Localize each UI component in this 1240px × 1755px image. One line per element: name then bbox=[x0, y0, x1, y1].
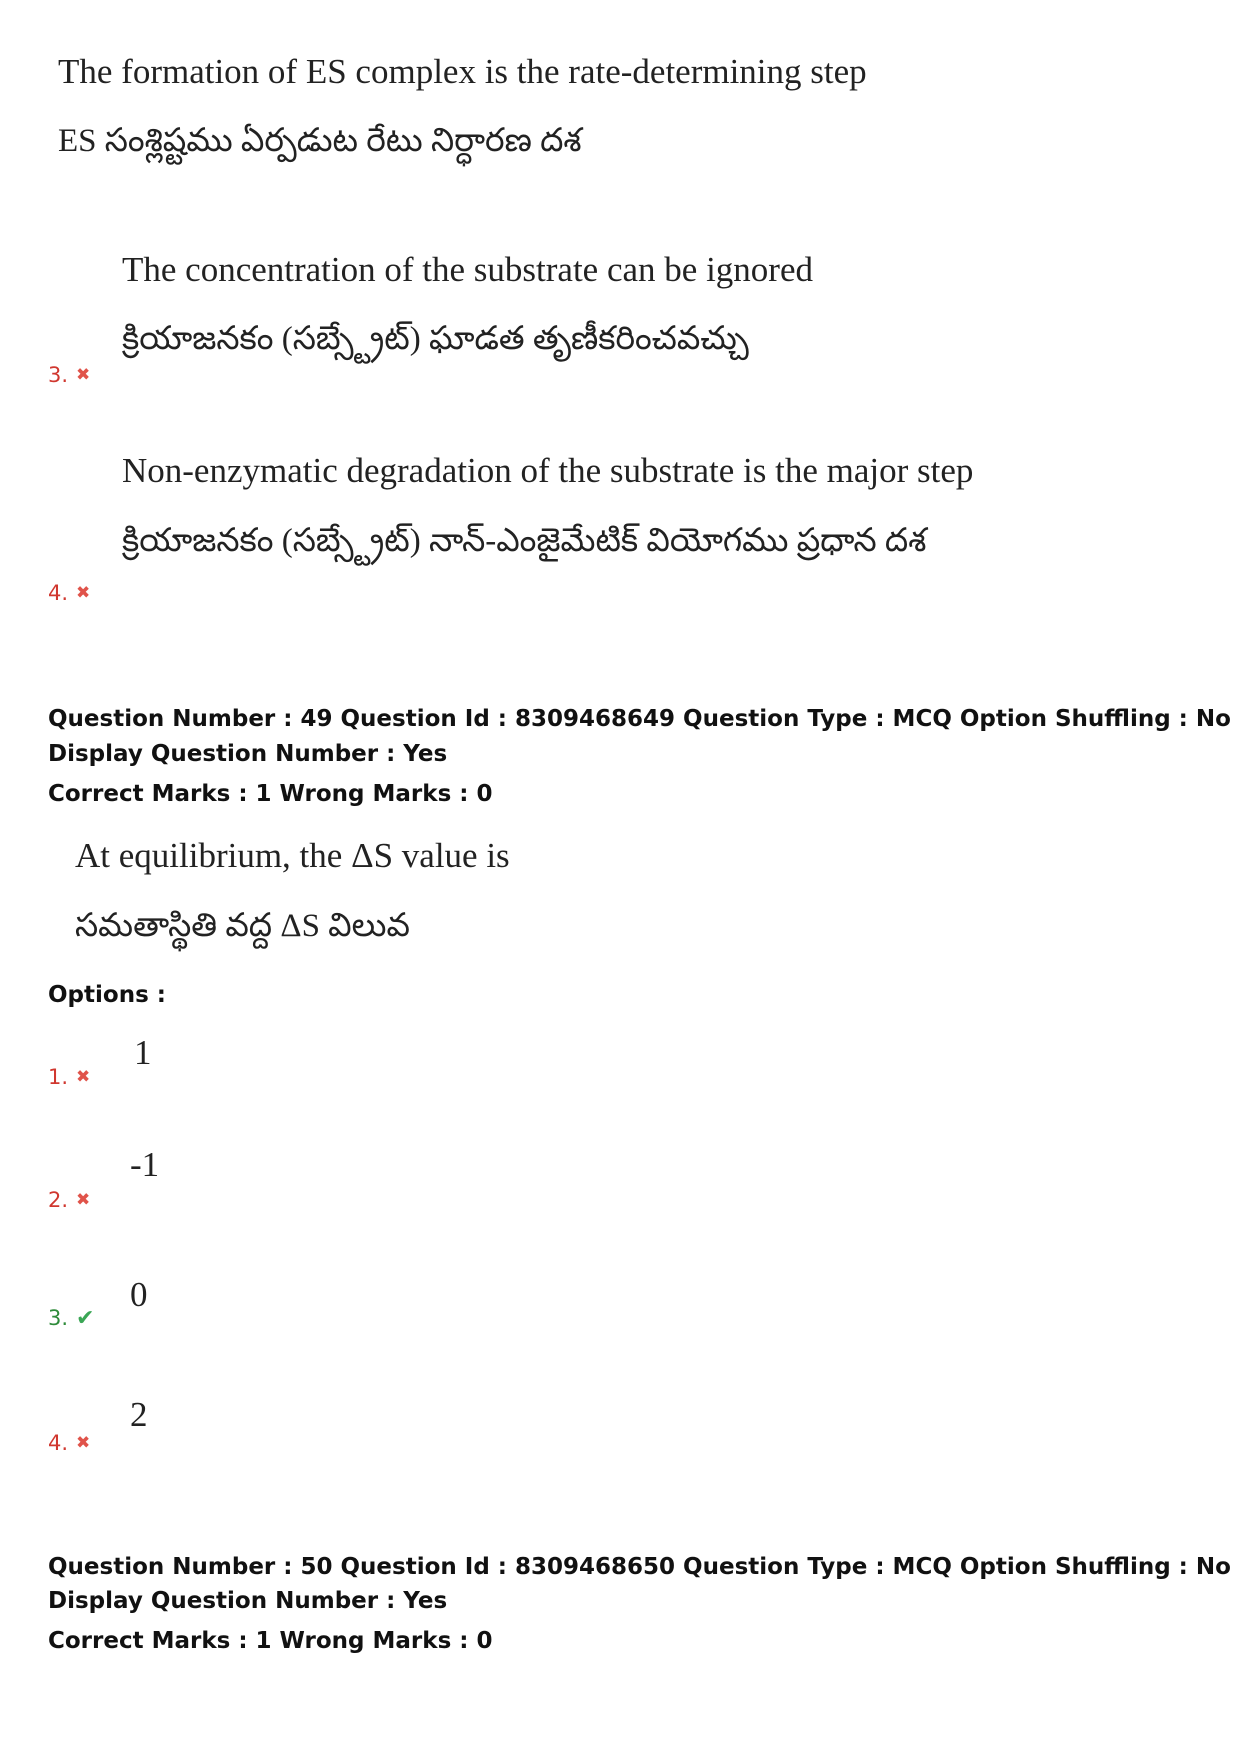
prev-option3-text-en: The concentration of the substrate can be ignored bbox=[122, 250, 813, 289]
prev-option3-marker bbox=[48, 363, 90, 387]
option-number: 4. bbox=[48, 1431, 69, 1455]
q50-meta-line2: Display Question Number : Yes bbox=[48, 1588, 448, 1614]
q49-meta-line3: Correct Marks : 1 Wrong Marks : 0 bbox=[48, 781, 493, 807]
q49-option2-marker bbox=[48, 1188, 90, 1212]
q49-question-en: At equilibrium, the ΔS value is bbox=[75, 836, 510, 875]
prev-option4-text-te: క్రియాజనకం (సబ్స్ట్రేట్) నాన్-ఎంజైమేటిక్ వియోగము ప్రధాన దశ bbox=[122, 523, 927, 559]
cross-icon: ✖ bbox=[76, 583, 91, 603]
q49-meta-line1: Question Number : 49 Question Id : 8309468649 Question Type : MCQ Option Shuffling : No bbox=[48, 706, 1231, 732]
prev-option4-text-en: Non-enzymatic degradation of the substrate is the major step bbox=[122, 451, 974, 490]
prev-option2-text-en: The formation of ES complex is the rate-determining step bbox=[58, 52, 867, 91]
q49-option1-value: 1 bbox=[134, 1033, 152, 1072]
q49-option3-marker bbox=[48, 1306, 94, 1331]
option-number: 1. bbox=[48, 1065, 69, 1089]
q50-meta-line1: Question Number : 50 Question Id : 8309468650 Question Type : MCQ Option Shuffling : No bbox=[48, 1554, 1231, 1580]
check-icon: ✔ bbox=[76, 1306, 95, 1331]
q49-options-label: Options : bbox=[48, 982, 166, 1008]
q49-option1-marker bbox=[48, 1065, 90, 1089]
q49-meta-line2: Display Question Number : Yes bbox=[48, 741, 448, 767]
q49-question-te: సమతాస్థితి వద్ద ΔS విలువ bbox=[75, 908, 410, 944]
cross-icon: ✖ bbox=[76, 1433, 91, 1453]
option-number: 2. bbox=[48, 1188, 69, 1212]
option-number: 4. bbox=[48, 581, 69, 605]
q49-option4-value: 2 bbox=[130, 1395, 148, 1434]
prev-option3-text-te: క్రియాజనకం (సబ్స్ట్రేట్) ఘాడత తృణీకరించవచ్చు bbox=[122, 321, 749, 357]
q49-option3-value: 0 bbox=[130, 1275, 148, 1314]
cross-icon: ✖ bbox=[76, 365, 91, 385]
q49-option4-marker bbox=[48, 1431, 90, 1455]
q50-meta-line3: Correct Marks : 1 Wrong Marks : 0 bbox=[48, 1628, 493, 1654]
prev-option4-marker bbox=[48, 581, 90, 605]
option-number: 3. bbox=[48, 363, 69, 387]
prev-option2-text-te: ES సంశ్లిష్టము ఏర్పడుట రేటు నిర్ధారణ దశ bbox=[58, 123, 582, 159]
cross-icon: ✖ bbox=[76, 1190, 91, 1210]
q49-option2-value: -1 bbox=[130, 1145, 160, 1184]
cross-icon: ✖ bbox=[76, 1067, 91, 1087]
option-number: 3. bbox=[48, 1306, 69, 1330]
